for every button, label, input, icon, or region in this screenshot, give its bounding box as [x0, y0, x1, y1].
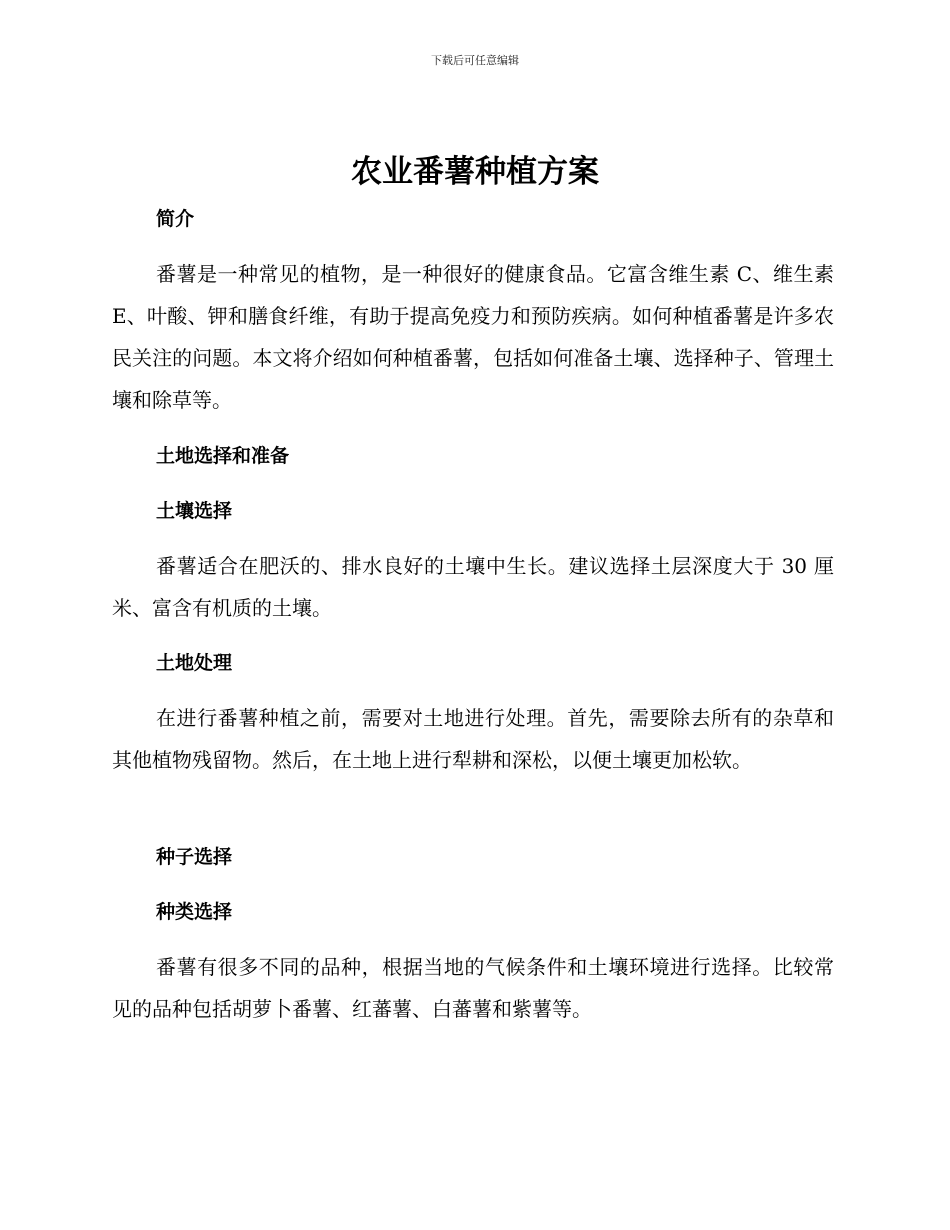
paragraph-variety: 番薯有很多不同的品种，根据当地的气候条件和土壤环境进行选择。比较常见的品种包括胡萝卜番薯、红蕃薯、白蕃薯和紫薯等。: [112, 955, 834, 1021]
paragraph-soil-selection: 番薯适合在肥沃的、排水良好的土壤中生长。建议选择土层深度大于 30 厘米、富含有机质的土壤。: [112, 554, 834, 620]
subsection-heading-variety: 种类选择: [156, 901, 233, 923]
subsection-heading-land-treatment: 土地处理: [156, 652, 233, 674]
header-note: 下载后可任意编辑: [431, 54, 519, 67]
paragraph-intro: 番薯是一种常见的植物，是一种很好的健康食品。它富含维生素 C、维生素 E、叶酸、钾和膳食纤维，有助于提高免疫力和预防疾病。如何种植番薯是许多农民关注的问题。本文将介绍如何种植番薯，包括如何准备土壤、选择种子、管理土壤和除草等。: [112, 262, 834, 412]
paragraph-land-treatment: 在进行番薯种植之前，需要对土地进行处理。首先，需要除去所有的杂草和其他植物残留物。然后，在土地上进行犁耕和深松，以便土壤更加松软。: [112, 706, 834, 772]
subsection-heading-soil-selection: 土壤选择: [156, 500, 233, 522]
section-heading-intro: 简介: [156, 208, 195, 230]
document-title: 农业番薯种植方案: [351, 154, 599, 190]
section-heading-land: 土地选择和准备: [156, 445, 290, 467]
section-heading-seed: 种子选择: [156, 846, 233, 868]
